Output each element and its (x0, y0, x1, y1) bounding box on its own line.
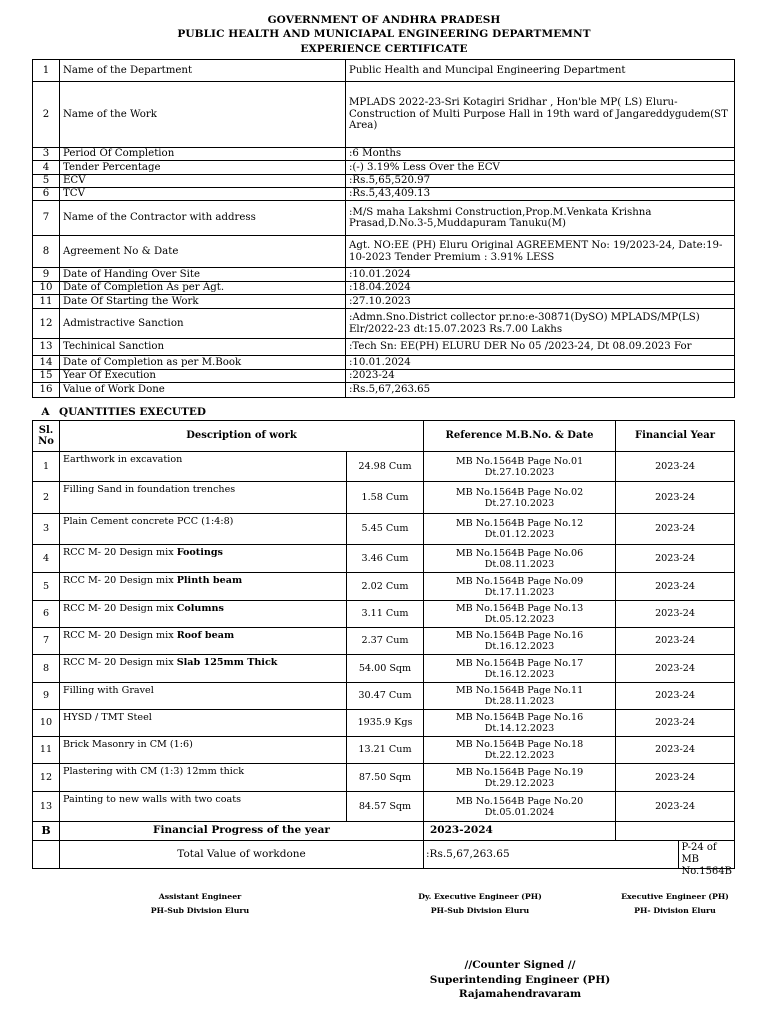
info-row-number: 8 (33, 236, 60, 268)
quantity-sl-no: 11 (33, 737, 60, 764)
quantity-sl-no: 9 (33, 683, 60, 710)
quantity-reference (424, 710, 616, 737)
quantity-sl-no: 5 (33, 573, 60, 601)
section-a-title: QUANTITIES EXECUTED (59, 406, 207, 418)
info-row-number: 9 (33, 268, 60, 282)
signature-office: PH- Division Eluru (634, 906, 716, 915)
quantity-description (60, 710, 347, 737)
quantity-financial-year: 2023-24 (616, 601, 735, 628)
info-row (33, 201, 735, 236)
header-reference: Reference M.B.No. & Date (424, 421, 616, 452)
quantity-reference (424, 737, 616, 764)
quantity-description-text: Plastering with CM (1:3) 12mm thick (63, 766, 245, 777)
info-row (33, 82, 735, 148)
quantity-description-emphasis: Plinth beam (176, 575, 243, 586)
signature-dy-executive-engineer (390, 890, 570, 918)
quantity-reference (424, 628, 616, 655)
quantity-sl-no: 1 (33, 452, 60, 482)
info-row-label: Name of the Contractor with address (60, 201, 346, 236)
info-row-value: :Rs.5,67,263.65 (346, 383, 735, 398)
quantity-financial-year: 2023-24 (616, 710, 735, 737)
quantity-description (60, 482, 347, 514)
quantity-financial-year: 2023-24 (616, 792, 735, 822)
quantity-reference-date: Dt.16.12.2023 (484, 641, 555, 652)
section-a-heading (32, 406, 206, 418)
info-row-value: Agt. NO:EE (PH) Eluru Original AGREEMENT No: 19/2023-24, Date:19-10-2023 Tender Premium : 3.91% LESS (346, 236, 735, 268)
quantity-description (60, 601, 347, 628)
info-row-number: 12 (33, 309, 60, 339)
quantity-amount: 1.58 Cum (347, 482, 424, 514)
signature-office: PH-Sub Division Eluru (430, 906, 530, 915)
quantity-reference-date: Dt.05.12.2023 (484, 614, 555, 625)
quantities-table (32, 420, 735, 877)
quantity-row (33, 792, 735, 822)
quantity-reference-mb: MB No.1564B Page No.17 (455, 657, 584, 669)
info-row-value: :10.01.2024 (346, 268, 735, 282)
total-value-reference: P-24 of MB No.1564B (678, 841, 734, 868)
quantity-description (60, 628, 347, 655)
quantity-reference (424, 683, 616, 710)
info-row-number: 14 (33, 356, 60, 370)
quantity-row (33, 710, 735, 737)
quantity-reference (424, 545, 616, 573)
quantity-sl-no: 8 (33, 655, 60, 683)
quantity-description-text: RCC M- 20 Design mix (63, 657, 177, 668)
quantity-amount: 3.46 Cum (347, 545, 424, 573)
signature-title: Executive Engineer (PH) (621, 892, 729, 901)
quantity-description (60, 764, 347, 792)
quantity-row (33, 545, 735, 573)
quantity-row (33, 514, 735, 545)
quantity-reference-date: Dt.08.11.2023 (484, 558, 555, 570)
quantity-description-text: Earthwork in excavation (63, 454, 183, 465)
financial-progress-label: Financial Progress of the year (60, 822, 424, 841)
quantity-reference (424, 482, 616, 514)
signature-title: Assistant Engineer (158, 892, 242, 901)
quantity-reference (424, 792, 616, 822)
signature-assistant-engineer (110, 890, 290, 918)
quantity-sl-no: 2 (33, 482, 60, 514)
info-row-value: :27.10.2023 (346, 295, 735, 309)
quantity-row (33, 737, 735, 764)
quantity-reference (424, 655, 616, 683)
quantity-reference-mb: MB No.1564B Page No.09 (455, 575, 584, 587)
signature-office: PH-Sub Division Eluru (150, 906, 250, 915)
quantity-row (33, 452, 735, 482)
quantity-reference (424, 764, 616, 792)
info-row (33, 161, 735, 175)
doc-title-certificate: EXPERIENCE CERTIFICATE (300, 43, 468, 55)
counter-signed-location: Rajamahendravaram (458, 988, 582, 1000)
quantity-amount: 87.50 Sqm (347, 764, 424, 792)
doc-title-government: GOVERNMENT OF ANDHRA PRADESH (267, 14, 501, 26)
quantity-description-text: RCC M- 20 Design mix (63, 630, 177, 641)
quantity-reference-date: Dt.27.10.2023 (484, 466, 555, 478)
info-row (33, 356, 735, 370)
info-row-label: Year Of Execution (60, 370, 346, 383)
info-row-label: Name of the Work (60, 82, 346, 148)
info-row-label: Date of Handing Over Site (60, 268, 346, 282)
info-row-number: 6 (33, 188, 60, 201)
quantity-row (33, 683, 735, 710)
quantity-reference-date: Dt.28.11.2023 (484, 696, 555, 707)
quantity-sl-no: 12 (33, 764, 60, 792)
work-details-table (32, 59, 735, 398)
quantity-amount: 2.02 Cum (347, 573, 424, 601)
quantity-sl-no: 6 (33, 601, 60, 628)
info-row (33, 383, 735, 398)
financial-progress-year: 2023-2024 (424, 822, 616, 841)
counter-signed-label: //Counter Signed // (464, 959, 576, 971)
quantity-reference-date: Dt.16.12.2023 (484, 668, 555, 680)
quantity-row (33, 655, 735, 683)
info-row (33, 236, 735, 268)
quantity-sl-no: 7 (33, 628, 60, 655)
quantity-amount: 1935.9 Kgs (347, 710, 424, 737)
total-value-amount: :Rs.5,67,263.65 (426, 847, 510, 860)
quantity-reference-mb: MB No.1564B Page No.13 (455, 603, 584, 614)
quantity-description (60, 452, 347, 482)
quantity-financial-year: 2023-24 (616, 764, 735, 792)
info-row-value: :2023-24 (346, 370, 735, 383)
quantity-description (60, 573, 347, 601)
quantity-row (33, 601, 735, 628)
info-row-value: :M/S maha Lakshmi Construction,Prop.M.Venkata Krishna Prasad,D.No.3-5,Muddapuram Tanuku(M) (346, 201, 735, 236)
quantity-reference-mb: MB No.1564B Page No.02 (455, 486, 584, 498)
quantity-amount: 54.00 Sqm (347, 655, 424, 683)
info-row-number: 2 (33, 82, 60, 148)
quantity-description-text: RCC M- 20 Design mix (63, 603, 177, 614)
quantity-reference-mb: MB No.1564B Page No.19 (455, 766, 584, 778)
section-b-letter: B (33, 822, 60, 841)
quantity-financial-year: 2023-24 (616, 545, 735, 573)
quantity-financial-year: 2023-24 (616, 628, 735, 655)
quantity-financial-year: 2023-24 (616, 573, 735, 601)
info-row (33, 148, 735, 161)
info-row-label: ECV (60, 175, 346, 188)
info-row-number: 15 (33, 370, 60, 383)
quantity-description (60, 683, 347, 710)
info-row (33, 282, 735, 295)
financial-progress-row (33, 822, 735, 841)
info-row-number: 11 (33, 295, 60, 309)
info-row (33, 309, 735, 339)
info-row-value: MPLADS 2022-23-Sri Kotagiri Sridhar , Hon'ble MP( LS) Eluru-Construction of Multi Purpose Hall in 19th ward of Jangareddygudem(ST Area) (346, 82, 735, 148)
quantity-description (60, 545, 347, 573)
info-row-number: 10 (33, 282, 60, 295)
quantity-description-text: Plain Cement concrete PCC (1:4:8) (63, 516, 234, 527)
counter-signed-title: Superintending Engineer (PH) (429, 973, 611, 986)
quantity-reference-date: Dt.17.11.2023 (484, 586, 555, 598)
quantity-reference-date: Dt.29.12.2023 (484, 777, 555, 789)
quantity-row (33, 482, 735, 514)
quantity-reference (424, 573, 616, 601)
quantities-header-row (33, 421, 735, 452)
quantity-row (33, 573, 735, 601)
info-row-value: :Rs.5,43,409.13 (346, 188, 735, 201)
quantity-description-text: Filling with Gravel (63, 685, 154, 696)
header-sl-line2: No (38, 436, 54, 447)
quantity-reference-date: Dt.27.10.2023 (484, 497, 555, 509)
total-value-label: Total Value of workdone (60, 841, 424, 869)
quantity-reference-mb: MB No.1564B Page No.16 (455, 630, 584, 641)
financial-progress-empty (616, 822, 735, 841)
quantity-description-emphasis: Footings (176, 547, 223, 558)
info-row-label: Name of the Department (60, 60, 346, 82)
quantity-description-emphasis: Slab 125mm Thick (176, 657, 278, 668)
quantity-reference-date: Dt.22.12.2023 (484, 750, 555, 761)
quantity-reference (424, 514, 616, 545)
quantity-sl-no: 3 (33, 514, 60, 545)
quantity-row (33, 764, 735, 792)
total-value-row (33, 841, 735, 869)
info-row (33, 295, 735, 309)
info-row-number: 1 (33, 60, 60, 82)
signature-executive-engineer (590, 890, 760, 918)
info-row-label: Agreement No & Date (60, 236, 346, 268)
info-row-label: Period Of Completion (60, 148, 346, 161)
quantity-financial-year: 2023-24 (616, 683, 735, 710)
info-row-label: Date Of Starting the Work (60, 295, 346, 309)
info-row (33, 268, 735, 282)
info-row (33, 370, 735, 383)
info-row-label: Date of Completion As per Agt. (60, 282, 346, 295)
info-row-value: :6 Months (346, 148, 735, 161)
quantity-description-text: RCC M- 20 Design mix (63, 575, 177, 586)
quantity-description (60, 514, 347, 545)
quantity-reference-mb: MB No.1564B Page No.18 (455, 739, 584, 750)
info-row-value: :Admn.Sno.District collector pr.no:e-30871(DySO) MPLADS/MP(LS) Elr/2022-23 dt:15.07.2023 Rs.7.00 Lakhs (346, 309, 735, 339)
info-row-number: 16 (33, 383, 60, 398)
info-row-label: Techinical Sanction (60, 339, 346, 356)
signature-title: Dy. Executive Engineer (PH) (418, 892, 542, 901)
info-row-label: TCV (60, 188, 346, 201)
quantity-description (60, 792, 347, 822)
quantity-financial-year: 2023-24 (616, 482, 735, 514)
info-row (33, 60, 735, 82)
counter-signed-block (400, 958, 640, 1002)
quantity-description-text: Painting to new walls with two coats (63, 794, 242, 805)
info-row (33, 188, 735, 201)
info-row-number: 13 (33, 339, 60, 356)
quantity-amount: 30.47 Cum (347, 683, 424, 710)
quantity-amount: 2.37 Cum (347, 628, 424, 655)
quantity-reference-mb: MB No.1564B Page No.12 (455, 518, 584, 529)
quantity-reference-date: Dt.14.12.2023 (484, 723, 555, 734)
quantity-reference-date: Dt.01.12.2023 (484, 529, 555, 540)
quantity-sl-no: 10 (33, 710, 60, 737)
quantity-reference-date: Dt.05.01.2024 (484, 806, 555, 818)
quantity-financial-year: 2023-24 (616, 514, 735, 545)
info-row-value: :(-) 3.19% Less Over the ECV (346, 161, 735, 175)
info-row-label: Value of Work Done (60, 383, 346, 398)
quantity-financial-year: 2023-24 (616, 655, 735, 683)
info-row (33, 339, 735, 356)
quantity-amount: 24.98 Cum (347, 452, 424, 482)
info-row-number: 5 (33, 175, 60, 188)
quantity-description-emphasis: Roof beam (176, 630, 235, 641)
quantity-reference-mb: MB No.1564B Page No.20 (455, 795, 584, 807)
info-row-number: 7 (33, 201, 60, 236)
quantity-description-text: Brick Masonry in CM (1:6) (63, 739, 193, 750)
quantity-amount: 84.57 Sqm (347, 792, 424, 822)
quantity-reference-mb: MB No.1564B Page No.11 (455, 685, 584, 696)
quantity-description-text: Filling Sand in foundation trenches (63, 484, 236, 495)
quantity-reference-mb: MB No.1564B Page No.16 (455, 712, 584, 723)
info-row-value: :10.01.2024 (346, 356, 735, 370)
info-row-value: :18.04.2024 (346, 282, 735, 295)
section-a-letter: A (41, 406, 50, 418)
quantity-reference (424, 601, 616, 628)
info-row-value: :Tech Sn: EE(PH) ELURU DER No 05 /2023-24, Dt 08.09.2023 For (346, 339, 735, 356)
info-row-number: 4 (33, 161, 60, 175)
doc-title-department: PUBLIC HEALTH AND MUNICIAPAL ENGINEERING DEPARTMEMNT (177, 28, 591, 40)
quantity-reference-mb: MB No.1564B Page No.01 (455, 455, 584, 467)
info-row-number: 3 (33, 148, 60, 161)
quantity-sl-no: 13 (33, 792, 60, 822)
info-row-value: Public Health and Muncipal Engineering Department (346, 60, 735, 82)
quantity-description-text: RCC M- 20 Design mix (63, 547, 177, 558)
info-row (33, 175, 735, 188)
quantity-description-emphasis: Columns (176, 603, 224, 614)
info-row-label: Admistractive Sanction (60, 309, 346, 339)
quantity-amount: 13.21 Cum (347, 737, 424, 764)
header-sl-no (33, 421, 60, 452)
total-empty-cell (33, 841, 60, 869)
total-value-cell (424, 841, 735, 877)
header-sl-line1: Sl. (38, 424, 54, 436)
info-row-label: Date of Completion as per M.Book (60, 356, 346, 370)
quantity-amount: 3.11 Cum (347, 601, 424, 628)
quantity-financial-year: 2023-24 (616, 452, 735, 482)
quantity-reference-mb: MB No.1564B Page No.06 (455, 547, 584, 559)
quantity-reference (424, 452, 616, 482)
quantity-sl-no: 4 (33, 545, 60, 573)
quantity-row (33, 628, 735, 655)
quantity-financial-year: 2023-24 (616, 737, 735, 764)
header-financial-year: Financial Year (616, 421, 735, 452)
quantity-description (60, 737, 347, 764)
info-row-label: Tender Percentage (60, 161, 346, 175)
header-description: Description of work (60, 421, 424, 452)
info-row-value: :Rs.5,65,520.97 (346, 175, 735, 188)
quantity-amount: 5.45 Cum (347, 514, 424, 545)
quantity-description-text: HYSD / TMT Steel (63, 712, 152, 723)
quantity-description (60, 655, 347, 683)
